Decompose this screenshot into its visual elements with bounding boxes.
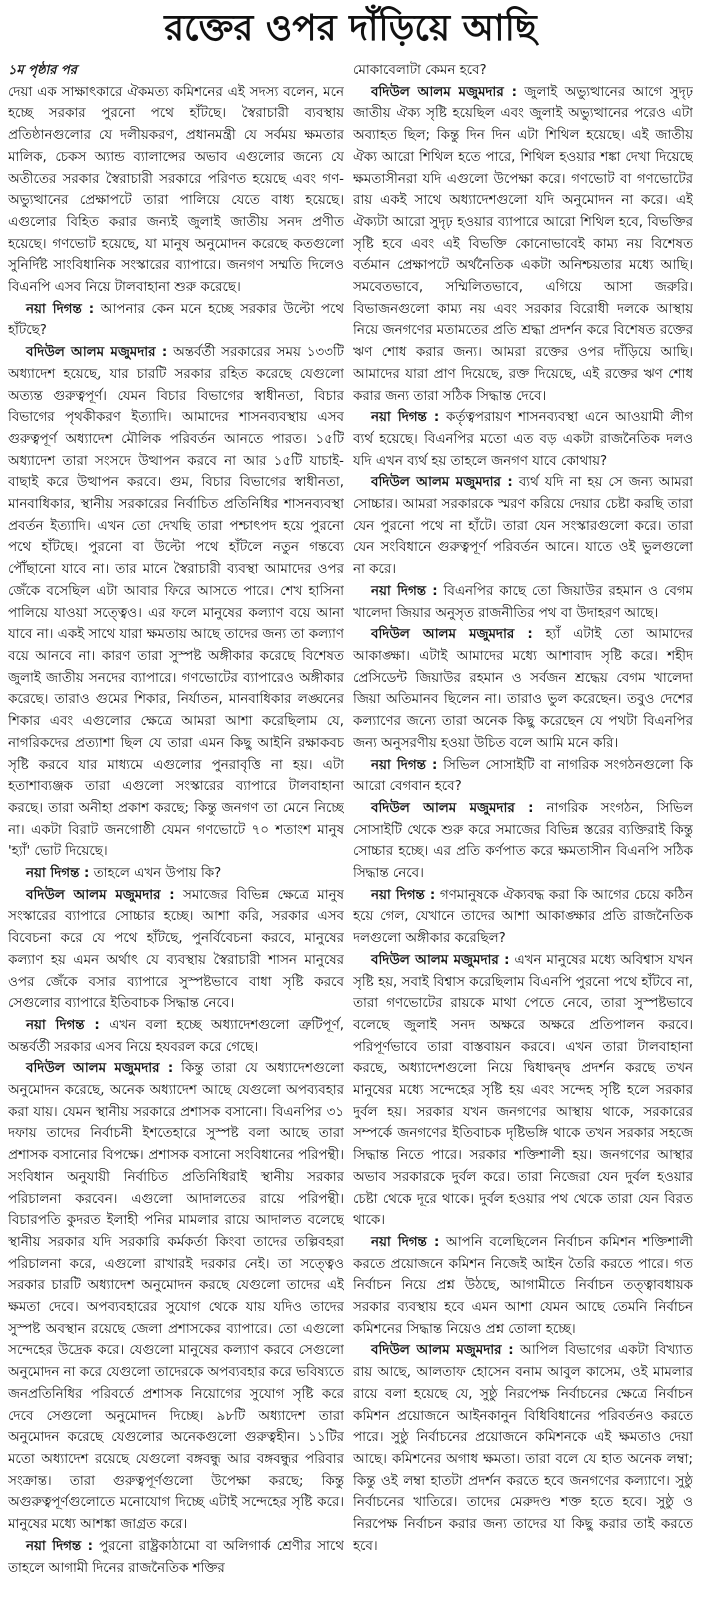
interview-question	[353, 581, 693, 624]
paragraph-text: ব্যর্থ যদি না হয় সে জন্য আমরা সোচ্চার। আমরা সরকারকে স্মরণ করিয়ে দেয়ার চেষ্টা করছি তারা যেন পুরনো পথে না হাঁটে। তারা যেন সংস্কারগুলো করে। তারা যেন সংবিধানে গুরুত্বপূর্ণ পরিবর্তন আনে। যাতে ওই ভুলগুলো না করে।	[353, 475, 693, 578]
paragraph-text: সিভিল সোসাইটি বা নাগরিক সংগঠনগুলো কি আরো বেগবান হবে?	[353, 757, 693, 795]
interview-question	[353, 755, 693, 798]
paragraph-text: এখন বলা হচ্ছে অধ্যাদেশগুলো ত্রুটিপূর্ণ, অন্তর্বর্তী সরকার এসব নিয়ে হযবরল করে গেছে।	[8, 1017, 344, 1055]
speaker-label: নয়া দিগন্ত :	[371, 583, 438, 599]
paragraph-text: পুরনো রাষ্ট্রকাঠামো বা অলিগার্ক শ্রেণীর সাথে তাহলে আগামী দিনের রাজনৈতিক শক্তির	[8, 1538, 344, 1576]
speaker-label: বদিউল আলম মজুমদার :	[371, 627, 533, 643]
interview-answer	[353, 82, 693, 408]
interview-answer	[353, 624, 693, 754]
paragraph-text: বিএনপির কাছে তো জিয়াউর রহমান ও বেগম খালেদা জিয়ার অনুসৃত রাজনীতির পথ বা উদাহরণ আছে।	[353, 583, 693, 621]
paragraph-text: অন্তর্বর্তী সরকারের সময় ১৩৩টি অধ্যাদেশ হয়েছে, যার চারটি সরকার রহিত করেছে যেগুলো অত্যন্ত গুরুত্বপূর্ণ। যেমন বিচার বিভাগের স্বাধীনতা, বিচার বিভাগের পৃথকীকরণ ইত্যাদি। আমাদের শাসনব্যবস্থায় এসব গুরুত্বপূর্ণ অধ্যাদেশ মৌলিক পরিবর্তন আনতে পারত। ১৫টি অধ্যাদেশ তারা সংসদে উত্থাপন করবে না আর ১৫টি যাচাই-বাছাই করে উত্থাপন করবে। গুম, বিচার বিভাগের স্বাধীনতা, মানবাধিকার, স্থানীয় সরকারের নির্বাচিত প্রতিনিধির শাসনব্যবস্থা প্রবর্তন ইত্যাদি। এখন তো দেখছি তারা পশ্চাৎপদ হয়ে পুরনো পথে হাঁটছে। পুরনো বা উল্টো পথে হাঁটলে নতুন গন্তব্যে পৌঁছানো যাবে না। তার মানে স্বৈরাচারী ব্যবস্থা আমাদের ওপর জেঁকে বসেছিল এটা আবার ফিরে আসতে পারে। শেখ হাসিনা পালিয়ে যাওয়া সত্ত্বেও। এর ফলে মানুষের কল্যাণ বয়ে আনা যাবে না। একই সাথে যারা ক্ষমতায় আছে তাদের জন্য তা কল্যাণ বয়ে আনবে না। কারণ তারা সুস্পষ্ট অঙ্গীকার করেছে বিশেষত জুলাই জাতীয় সনদের ব্যাপারে। গণভোটের ব্যাপারেও অঙ্গীকার করেছে। তারাও গুমের শিকার, নির্যাতন, মানবাধিকার লঙ্ঘনের শিকার এবং এগুলোর ক্ষেত্রে আমরা আশা করেছিলাম যে, নাগরিকদের প্রত্যাশা ছিল যে তারা এমন কিছু আইনি রক্ষাকবচ সৃষ্টি করবে যার মাধ্যমে এগুলোর পুনরাবৃত্তি না হয়। এটা হতাশাব্যঞ্জক তারা এগুলো সংস্কারের ব্যাপারে টালবাহানা করছে। তারা অনীহা প্রকাশ করছে; কিন্তু জনগণ তা মেনে নিচ্ছে না। একটা বিরাট জনগোষ্ঠী যেমন গণভোটে ৭০ শতাংশ মানুষ 'হ্যাঁ' ভোট দিয়েছে।	[8, 345, 344, 860]
speaker-label: বদিউল আলম মজুমদার :	[371, 475, 513, 491]
speaker-label: নয়া দিগন্ত :	[371, 887, 436, 903]
paragraph-text: কিন্তু তারা যে অধ্যাদেশগুলো অনুমোদন করেছে, অনেক অধ্যাদেশ আছে যেগুলো অপব্যবহার করা যায়। যেমন স্থানীয় সরকারে প্রশাসক বসানো। বিএনপির ৩১ দফায় তাদের নির্বাচনী ইশতেহারে সুস্পষ্ট বলা আছে তারা প্রশাসক বসানোর বিপক্ষে। প্রশাসক বসানো সংবিধানের পরিপন্থী। সংবিধান অনুযায়ী নির্বাচিত প্রতিনিধিরাই স্থানীয় সরকার পরিচালনা করবেন। এগুলো আদালতের রায়ে পরিপন্থী। বিচারপতি কুদরত ইলাহী পনির মামলার রায়ে আদালত বলেছে স্থানীয় সরকার যদি সরকারি কর্মকর্তা কিংবা তাদের তল্পিবহরা পরিচালনা করে, এগুলো রাখারই দরকার নেই। তা সত্ত্বেও সরকার চারটি অধ্যাদেশ অনুমোদন করছে যেগুলো তাদের এই ক্ষমতা দেবে। অপব্যবহারের সুযোগ থেকে যায় যদিও তাদের সুস্পষ্ট অবস্থান রয়েছে জেলা প্রশাসকের ব্যাপারে। তো এগুলো সন্দেহের উদ্রেক করে। যেগুলো মানুষের কল্যাণ করবে সেগুলো অনুমোদন না করে যেগুলো তাদেরকে অপব্যবহার করে ভবিষ্যতে জনপ্রতিনিধির পরিবর্তে প্রশাসক নিয়োগের সুযোগ সৃষ্টি করে দেবে সেগুলো অনুমোদন দিচ্ছে। ৯৮টি অধ্যাদেশ তারা অনুমোদন করেছে যেগুলোর অনেকগুলো গুরুত্বহীন। ১১টির মতো অধ্যাদেশ রয়েছে যেগুলো বঙ্গবন্ধু আর বঙ্গবন্ধুর পরিবার সংক্রান্ত। তারা গুরুত্বপূর্ণগুলো উপেক্ষা করছে; কিন্তু অগুরুত্বপূর্ণগুলোতে মনোযোগ দিচ্ছে এটাই সন্দেহের সৃষ্টি করে। মানুষের মধ্যে আশঙ্কা জাগ্রত করে।	[8, 1061, 344, 1533]
speaker-label: নয়া দিগন্ত :	[26, 1538, 93, 1554]
headline: রক্তের ওপর দাঁড়িয়ে আছি	[164, 8, 537, 49]
speaker-label: বদিউল আলম মজুমদার :	[26, 1061, 174, 1077]
interview-question	[8, 299, 344, 342]
interview-answer	[353, 1340, 693, 1557]
paragraph-text: জুলাই অভ্যুত্থানের আগে সুদৃঢ় জাতীয় ঐক্য সৃষ্টি হয়েছিল এবং জুলাই অভ্যুত্থানের পরেও এটা অব্যাহত ছিল; কিন্তু দিন দিন এটা শিথিল হয়েছে। এই জাতীয় ঐক্য আরো শিথিল হতে পারে, শিথিল হওয়ার শঙ্কা দেখা দিয়েছে ক্ষমতাসীনরা যদি এগুলো উপেক্ষা করে। গণভোট বা গণভোটের রায় একই সাথে অধ্যাদেশগুলো যদি অনুমোদন না করে। এই ঐক্যটা আরো সুদৃঢ় হওয়ার ব্যাপারে আরো শিথিল হবে, বিভক্তির সৃষ্টি হবে এবং এই বিভক্তি কোনোভাবেই কাম্য নয় বিশেষত বর্তমান প্রেক্ষাপটে অর্থনৈতিক একটা অনিশ্চয়তার মধ্যে আছি। সমবেতভাবে, সম্মিলিতভাবে, এগিয়ে আসা জরুরি। বিভাজনগুলো কাম্য নয় এবং সরকার বিরোধী দলকে আস্থায় নিয়ে জনগণের মতামতের প্রতি শ্রদ্ধা প্রদর্শন করে বিশেষত রক্তের ঋণ শোধ করার জন্য। আমরা রক্তের ওপর দাঁড়িয়ে আছি। আমাদের যারা প্রাণ দিয়েছে, রক্ত দিয়েছে, এই রক্তের ঋণ শোধ করার জন্য তারা সঠিক সিদ্ধান্ত দেবে।	[353, 84, 693, 404]
paragraph-text: সমাজের বিভিন্ন ক্ষেত্রে মানুষ সংস্কারের ব্যাপারে সোচ্চার হচ্ছে। আশা করি, সরকার এসব বিবেচনা করে যে পথে হাঁটছে, পুনর্বিবেচনা করবে, মানুষের কল্যাণ হয় এমন অর্থাৎ যে ব্যবস্থায় স্বৈরাচারী শাসন মানুষের ওপর জেঁকে বসার ব্যাপারে সুস্পষ্টভাবে বাধা সৃষ্টি করবে সেগুলোর ব্যাপারে ইতিবাচক সিদ্ধান্ত নেবে।	[8, 887, 344, 1012]
speaker-label: নয়া দিগন্ত :	[371, 757, 438, 773]
continued-from-label: ১ম পৃষ্ঠার পর	[8, 63, 77, 78]
speaker-label: নয়া দিগন্ত :	[26, 301, 95, 317]
speaker-label: বদিউল আলম মজুমদার :	[371, 84, 517, 100]
interview-question	[8, 863, 344, 885]
paragraph-text: এখন মানুষের মধ্যে অবিশ্বাস যখন সৃষ্টি হয়, সবাই বিশ্বাস করেছিলাম বিএনপি পুরনো পথে হাঁটবে না, তারা গণভোটের রায়কে মাথা পেতে নেবে, তারা সুস্পষ্টভাবে বলেছে জুলাই সনদ অক্ষরে অক্ষরে প্রতিপালন করবে। পরিপূর্ণভাবে তারা বাস্তবায়ন করবে। এখন তারা টালবাহানা করছে, অধ্যাদেশগুলো নিয়ে দ্বিধাদ্বন্দ্ব প্রদর্শন করছে তখন মানুষের মধ্যে সন্দেহের সৃষ্টি হয় এবং সন্দেহ সৃষ্টি হলে সরকার দুর্বল হয়। সরকার যখন জনগণের আস্থায় থাকে, সরকারের সম্পর্কে জনগণের ইতিবাচক দৃষ্টিভঙ্গি থাকে তখন সরকার সহজে সিদ্ধান্ত নিতে পারে। সরকার শক্তিশালী হয়। জনগণের আস্থার অভাব সরকারকে দুর্বল করে। তারা নিজেরা যেন দুর্বল হওয়ার চেষ্টা থেকে দূরে থাকে। দুর্বল হওয়ার পথ থেকে তারা যেন বিরত থাকে।	[353, 952, 693, 1229]
speaker-label: বদিউল আলম মজুমদার :	[26, 887, 175, 903]
speaker-label: নয়া দিগন্ত :	[371, 410, 440, 426]
interview-answer	[8, 342, 344, 863]
speaker-label: বদিউল আলম মজুমদার :	[371, 1343, 514, 1359]
speaker-label: নয়া দিগন্ত :	[26, 866, 90, 882]
paragraph-text: কর্তৃত্বপরায়ণ শাসনব্যবস্থা এনে আওয়ামী লীগ ব্যর্থ হয়েছে। বিএনপির মতো এত বড় একটা রাজনৈতিক দলও যদি এখন ব্যর্থ হয় তাহলে জনগণ যাবে কোথায়?	[353, 410, 693, 469]
body-paragraph: দেয়া এক সাক্ষাৎকারে ঐকমত্য কমিশনের এই সদস্য বলেন, মনে হচ্ছে সরকার পুরনো পথে হাঁটছে। স্বৈরাচারী ব্যবস্থায় প্রতিষ্ঠানগুলোর যে দলীয়করণ, প্রধানমন্ত্রী যে সর্বময় ক্ষমতার মালিক, চেকস অ্যান্ড ব্যালান্সের অভাব এগুলোর জন্যে যে অতীতের সরকার স্বৈরাচারী সরকারে পরিণত হয়েছে এবং গণ-অভ্যুত্থানের প্রেক্ষাপটে তারা পালিয়ে যেতে বাধ্য হয়েছে। এগুলোর বিহিত করার জন্যই জুলাই জাতীয় সনদ প্রণীত হয়েছে। গণভোট হয়েছে, যা মানুষ অনুমোদন করেছে কতগুলো সুনির্দিষ্ট সাংবিধানিক সংস্কারের ব্যাপারে। জনগণ সম্মতি দিলেও বিএনপি এসব নিয়ে টালবাহানা শুরু করেছে।	[8, 84, 344, 296]
interview-question	[8, 1536, 344, 1579]
interview-question	[353, 1232, 693, 1341]
body-paragraph: মোকাবেলাটা কেমন হবে?	[353, 63, 487, 78]
interview-question	[8, 1015, 344, 1058]
interview-answer	[8, 1058, 344, 1535]
speaker-label: বদিউল আলম মজুমদার :	[26, 345, 168, 361]
interview-answer	[353, 950, 693, 1232]
speaker-label: বদিউল আলম মজুমদার :	[371, 952, 510, 968]
paragraph-text: আপিল বিভাগের একটা বিখ্যাত রায় আছে, আলতাফ হোসেন বনাম আবুল কাসেম, ওই মামলার রায়ে বলা হয়েছে যে, সুষ্ঠু নিরপেক্ষ নির্বাচনের ক্ষেত্রে নির্বাচন কমিশন প্রয়োজনে আইনকানুন বিধিবিধানের পরিবর্তনও করতে পারে। সুষ্ঠু নির্বাচনের প্রয়োজনে কমিশনকে এই ক্ষমতাও দেয়া আছে। কমিশনের অগাধ ক্ষমতা। তারা বলে যে হাত অনেক লম্বা; কিন্তু ওই লম্বা হাতটা প্রদর্শন করতে হবে জনগণের কল্যাণে। সুষ্ঠু নির্বাচনের খাতিরে। তাদের মেরুদণ্ড শক্ত হতে হবে। সুষ্ঠু ও নিরপেক্ষ নির্বাচন করার জন্য তাদের যা কিছু করার তাই করতে হবে।	[353, 1343, 693, 1554]
interview-answer	[8, 885, 344, 1015]
speaker-label: নয়া দিগন্ত :	[371, 1234, 440, 1250]
interview-question	[353, 407, 693, 472]
paragraph-text: গণমানুষকে ঐক্যবদ্ধ করা কি আগের চেয়ে কঠিন হয়ে গেল, যেখানে তাদের আশা আকাঙ্ক্ষার প্রতি রাজনৈতিক দলগুলো অঙ্গীকার করেছিল?	[353, 887, 693, 947]
speaker-label: নয়া দিগন্ত :	[26, 1017, 100, 1033]
interview-answer	[353, 472, 693, 581]
interview-question	[353, 885, 693, 950]
paragraph-text: আপনি বলেছিলেন নির্বাচন কমিশন শক্তিশালী করতে প্রয়োজনে কমিশন নিজেই আইন তৈরি করতে পারে। গত নির্বাচন নিয়ে প্রশ্ন উঠছে, আগামীতে নির্বাচন তত্ত্বাবধায়ক সরকার ব্যবস্থায় হবে এমন আশা যেমন আছে তেমনি নির্বাচন কমিশনের সিদ্ধান্ত নিয়েও প্রশ্ন তোলা হচ্ছে।	[353, 1234, 693, 1337]
article-column-right	[353, 60, 693, 1612]
paragraph-text: আপনার কেন মনে হচ্ছে সরকার উল্টো পথে হাঁটছে?	[8, 301, 344, 339]
paragraph-text: নাগরিক সংগঠন, সিভিল সোসাইটি থেকে শুরু করে সমাজের বিভিন্ন স্তরের ব্যক্তিরাই কিন্তু সোচ্চার হচ্ছে। এর প্রতি কর্ণপাত করে ক্ষমতাসীন বিএনপি সঠিক সিদ্ধান্ত নেবে।	[353, 800, 693, 882]
interview-answer	[353, 798, 693, 885]
speaker-label: বদিউল আলম মজুমদার :	[371, 800, 534, 816]
paragraph-text: তাহলে এখন উপায় কি?	[89, 866, 222, 882]
article-column-left	[8, 60, 344, 1612]
paragraph-text: হ্যাঁ এটাই তো আমাদের আকাঙ্ক্ষা। এটাই আমাদের মধ্যে আশাবাদ সৃষ্টি করে। শহীদ প্রেসিডেন্ট জিয়াউর রহমান ও সর্বজন শ্রদ্ধেয় বেগম খালেদা জিয়া অতিমানব ছিলেন না। তারাও ভুল করেছেন। তবুও দেশের কল্যাণের জন্যে তারা অনেক কিছু করেছেন যে পথটা বিএনপির জন্য অনুসরণীয় হওয়া উচিত বলে আমি মনে করি।	[353, 627, 693, 751]
